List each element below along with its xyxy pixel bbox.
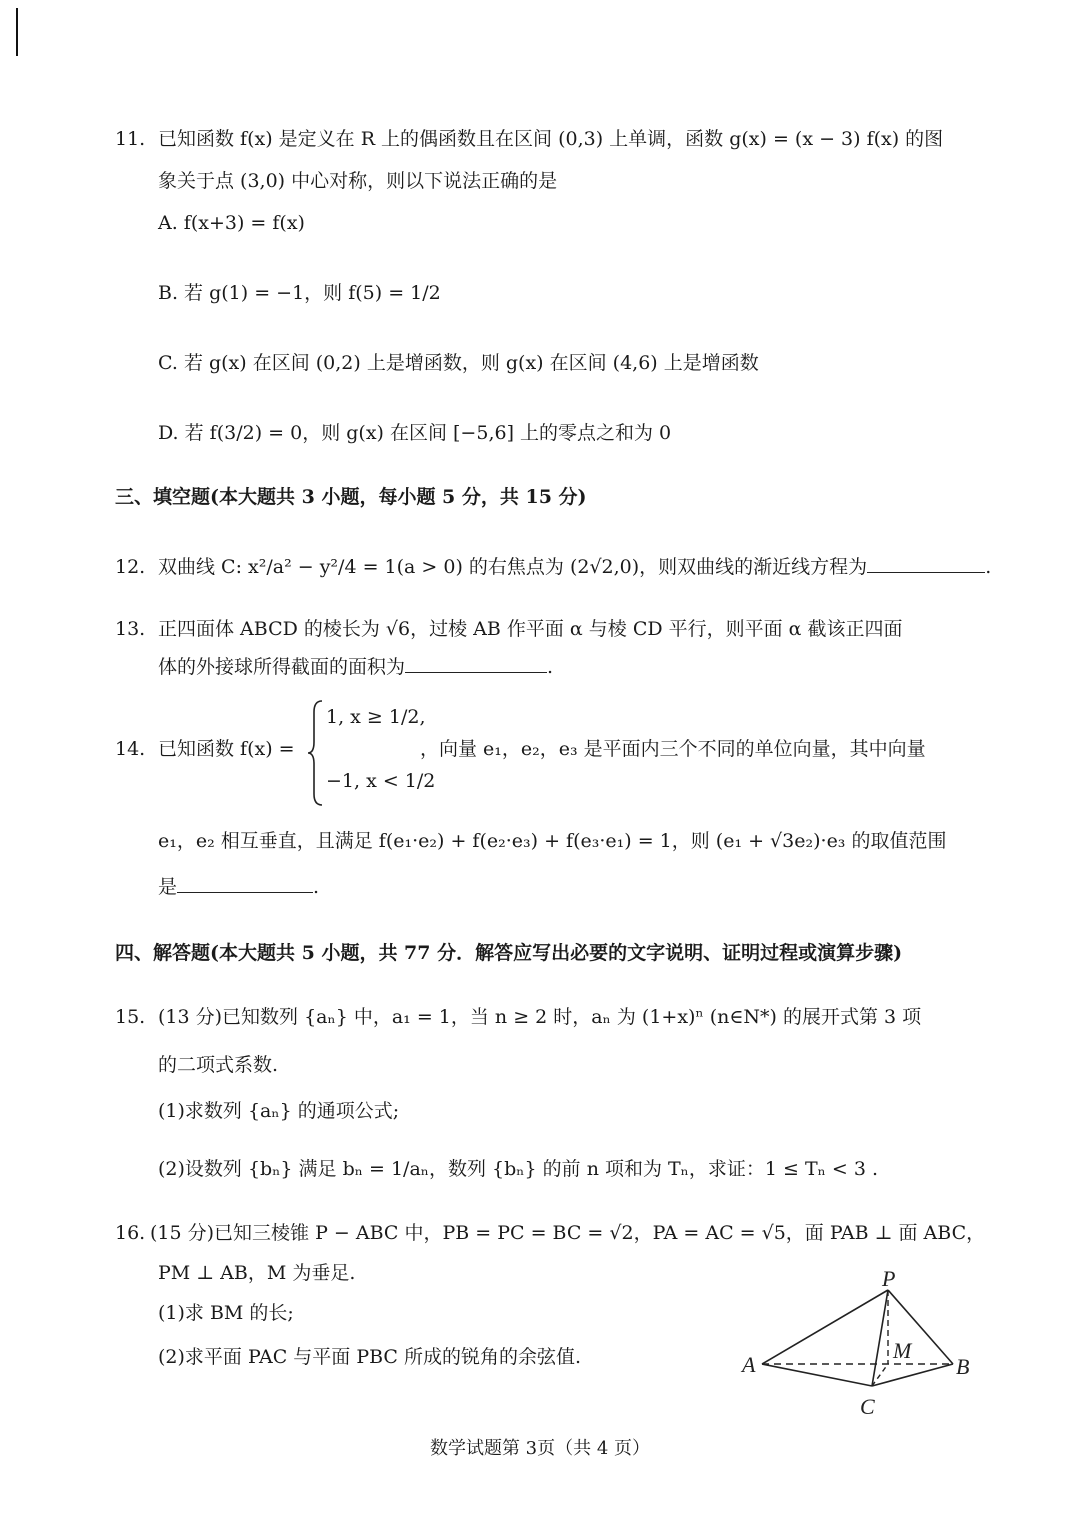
q14-vectors-text: ，向量 e₁，e₂，e₃ 是平面内三个不同的单位向量，其中向量 xyxy=(420,738,926,760)
q14-lead: 已知函数 f(x) = xyxy=(158,738,295,760)
q14-stem-line2: e₁，e₂ 相互垂直，且满足 f(e₁·e₂) + f(e₂·e₃) + f(e₃·e₁) = 1，则 (e₁ + √3e₂)·e₃ 的取值范围 xyxy=(158,830,947,852)
q14-end: . xyxy=(313,876,320,898)
q16-part-1: (1)求 BM 的长; xyxy=(158,1302,294,1324)
q14-case-1: 1, x ≥ 1/2, xyxy=(326,706,426,728)
q12-end: . xyxy=(985,556,992,578)
edge-pc xyxy=(872,1290,888,1386)
q12-stem xyxy=(158,556,991,579)
q15-part-1: (1)求数列 {aₙ} 的通项公式; xyxy=(158,1100,400,1122)
q13-end: . xyxy=(547,656,554,678)
section-3-heading: 三、填空题(本大题共 3 小题，每小题 5 分，共 15 分) xyxy=(115,486,587,508)
q14-stem-line3 xyxy=(158,876,319,899)
q14-case-2: −1, x < 1/2 xyxy=(326,770,436,792)
q15-number: 15. xyxy=(115,1006,146,1028)
q12-number: 12. xyxy=(115,556,146,578)
q14-number: 14. xyxy=(115,738,146,760)
label-p: P xyxy=(882,1266,896,1291)
label-a: A xyxy=(742,1352,756,1377)
q11-stem-line2: 象关于点 (3,0) 中心对称，则以下说法正确的是 xyxy=(158,170,558,192)
q11-number: 11. xyxy=(115,128,146,150)
scan-edge-mark xyxy=(16,8,18,56)
label-m: M xyxy=(893,1338,912,1363)
section-4-heading: 四、解答题(本大题共 5 小题，共 77 分．解答应写出必要的文字说明、证明过程或演算步骤) xyxy=(115,942,903,964)
q13-stem-line1: 正四面体 ABCD 的棱长为 √6，过棱 AB 作平面 α 与棱 CD 平行，则平面 α 截该正四面 xyxy=(158,618,903,640)
edge-ac xyxy=(762,1364,872,1386)
edge-pa xyxy=(762,1290,888,1364)
q11-option-c: C. 若 g(x) 在区间 (0,2) 上是增函数，则 g(x) 在区间 (4,6) 上是增函数 xyxy=(158,352,759,374)
label-c: C xyxy=(860,1394,875,1419)
label-b: B xyxy=(956,1354,970,1379)
q12-answer-blank[interactable] xyxy=(867,571,985,573)
q14-text-end: 是 xyxy=(158,876,178,898)
tetrahedron-figure xyxy=(730,1264,990,1424)
q11-option-a: A. f(x+3) = f(x) xyxy=(158,212,305,234)
q13-answer-blank[interactable] xyxy=(405,671,547,673)
q11-stem-line1: 已知函数 f(x) 是定义在 R 上的偶函数且在区间 (0,3) 上单调，函数 g(x) = (x − 3) f(x) 的图 xyxy=(158,128,944,150)
q16-part-2: (2)求平面 PAC 与平面 PBC 所成的锐角的余弦值. xyxy=(158,1346,582,1368)
q15-stem-line1: (13 分)已知数列 {aₙ} 中，a₁ = 1，当 n ≥ 2 时，aₙ 为 (1+x)ⁿ (n∈N*) 的展开式第 3 项 xyxy=(158,1006,922,1028)
q13-text: 体的外接球所得截面的面积为 xyxy=(158,656,406,678)
q15-part-2: (2)设数列 {bₙ} 满足 bₙ = 1/aₙ，数列 {bₙ} 的前 n 项和为 Tₙ，求证：1 ≤ Tₙ < 3 . xyxy=(158,1158,879,1180)
q16-stem-line1: (15 分)已知三棱锥 P − ABC 中，PB = PC = BC = √2，PA = AC = √5，面 PAB ⊥ 面 ABC， xyxy=(150,1222,986,1244)
q15-stem-line2: 的二项式系数. xyxy=(158,1054,279,1076)
q16-stem-line2: PM ⊥ AB，M 为垂足. xyxy=(158,1262,356,1284)
edge-cb xyxy=(872,1364,953,1386)
q11-option-d: D. 若 f(3/2) = 0，则 g(x) 在区间 [−5,6] 上的零点之和为 0 xyxy=(158,422,672,444)
q16-number: 16. xyxy=(115,1222,146,1244)
q14-answer-blank[interactable] xyxy=(177,891,313,893)
q13-number: 13. xyxy=(115,618,146,640)
q12-text: 双曲线 C: x²/a² − y²/4 = 1(a > 0) 的右焦点为 (2√2,0)，则双曲线的渐近线方程为 xyxy=(158,556,868,578)
q13-stem-line2 xyxy=(158,656,553,679)
page-footer: 数学试题第 3页（共 4 页） xyxy=(429,1438,651,1459)
q11-option-b: B. 若 g(1) = −1，则 f(5) = 1/2 xyxy=(158,282,441,304)
q14-brace-icon xyxy=(306,698,326,808)
